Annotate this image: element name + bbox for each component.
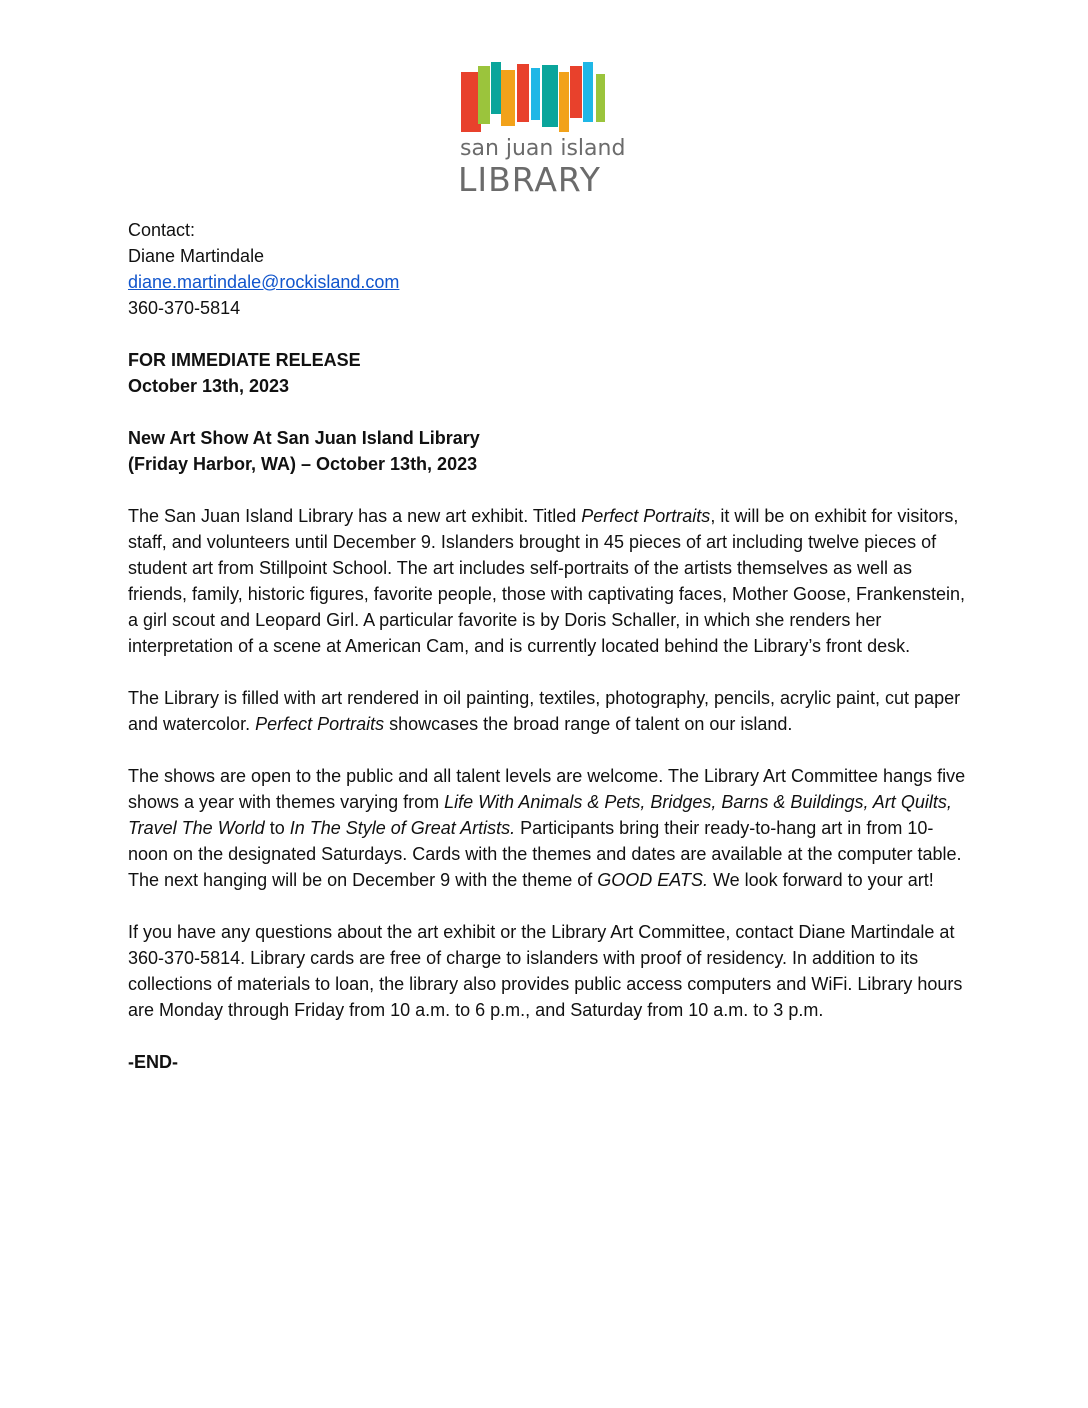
paragraph-1: [128, 503, 968, 659]
contact-block: [128, 217, 968, 321]
contact-label: Contact:: [128, 220, 196, 240]
logo-bar: [517, 64, 529, 122]
p1-text-c: , it will be on exhibit for visitors, staff, and volunteers until December 9. Islanders brought in 45 pieces of art including twelve pieces of student art from Stillpoint School. The art includes self-portraits of the artists themselves as well as friends, family, historic figures, favorite people, those with captivating faces, Mother Goose, Frankenstein, a girl scout and Leopard Girl. A particular favorite is by Doris Schaller, in which she renders her interpretation of a scene at American Cam, and is currently located behind the Library’s front desk.: [128, 506, 966, 656]
logo-bars: [456, 62, 636, 134]
release-date: October 13th, 2023: [128, 376, 290, 396]
p1-text-a: The San Juan Island Library has a new art exhibit. Titled: [128, 506, 582, 526]
logo-bar: [501, 70, 515, 126]
paragraph-2: [128, 685, 968, 737]
library-logo: [456, 62, 636, 202]
paragraph-4: If you have any questions about the art exhibit or the Library Art Committee, contact Diane Martindale at 360-370-5814. Library cards are free of charge to islanders with proof of residency. In addition to its collections of materials to loan, the library also provides public access computers and WiFi. Library hours are Monday through Friday from 10 a.m. to 6 p.m., and Saturday from 10 a.m. to 3 p.m.: [128, 922, 963, 1020]
logo-bar: [596, 74, 605, 122]
p3-text-e: Participants bring their ready-to-hang art in from 10-noon on the designated Saturdays. Cards with the themes and dates are available at the computer table. The next hanging will be on December 9 with the theme of: [128, 818, 962, 890]
logo-bar: [531, 68, 540, 120]
contact-email-link[interactable]: diane.martindale@rockisland.com: [128, 272, 400, 292]
logo-bar: [491, 62, 501, 114]
logo-bar: [478, 66, 490, 124]
logo-bar: [570, 66, 582, 118]
contact-name: Diane Martindale: [128, 246, 265, 266]
p3-themes: Life With Animals & Pets, Bridges, Barns & Buildings, Art Quilts, Travel The World: [128, 792, 952, 838]
headline-dateline: (Friday Harbor, WA) – October 13th, 2023: [128, 454, 478, 474]
p3-text-c: to: [264, 818, 290, 838]
p2-text-c: showcases the broad range of talent on our island.: [384, 714, 793, 734]
headline-title: New Art Show At San Juan Island Library: [128, 428, 480, 448]
contact-phone: 360-370-5814: [128, 298, 241, 318]
logo-text-line2: LIBRARY: [458, 160, 601, 199]
release-notice: FOR IMMEDIATE RELEASE: [128, 350, 361, 370]
press-release-body: [128, 217, 968, 1101]
logo-bar: [583, 62, 593, 122]
logo-bar: [559, 72, 569, 132]
p3-theme-great-artists: In The Style of Great Artists.: [289, 818, 516, 838]
p3-text-a: The shows are open to the public and all talent levels are welcome. The Library Art Committee hangs five shows a year with themes varying from: [128, 766, 966, 812]
p2-title: Perfect Portraits: [255, 714, 385, 734]
logo-text-line1: san juan island: [460, 136, 626, 161]
end-marker: -END-: [128, 1052, 178, 1072]
logo-bar: [542, 65, 558, 127]
p1-title: Perfect Portraits: [581, 506, 711, 526]
headline-block: [128, 425, 968, 477]
p2-text-a: The Library is filled with art rendered in oil painting, textiles, photography, pencils, acrylic paint, cut paper and watercolor.: [128, 688, 961, 734]
p3-theme-good-eats: GOOD EATS.: [597, 870, 708, 890]
p3-text-g: We look forward to your art!: [707, 870, 934, 890]
release-block: [128, 347, 968, 399]
paragraph-3: [128, 763, 968, 893]
